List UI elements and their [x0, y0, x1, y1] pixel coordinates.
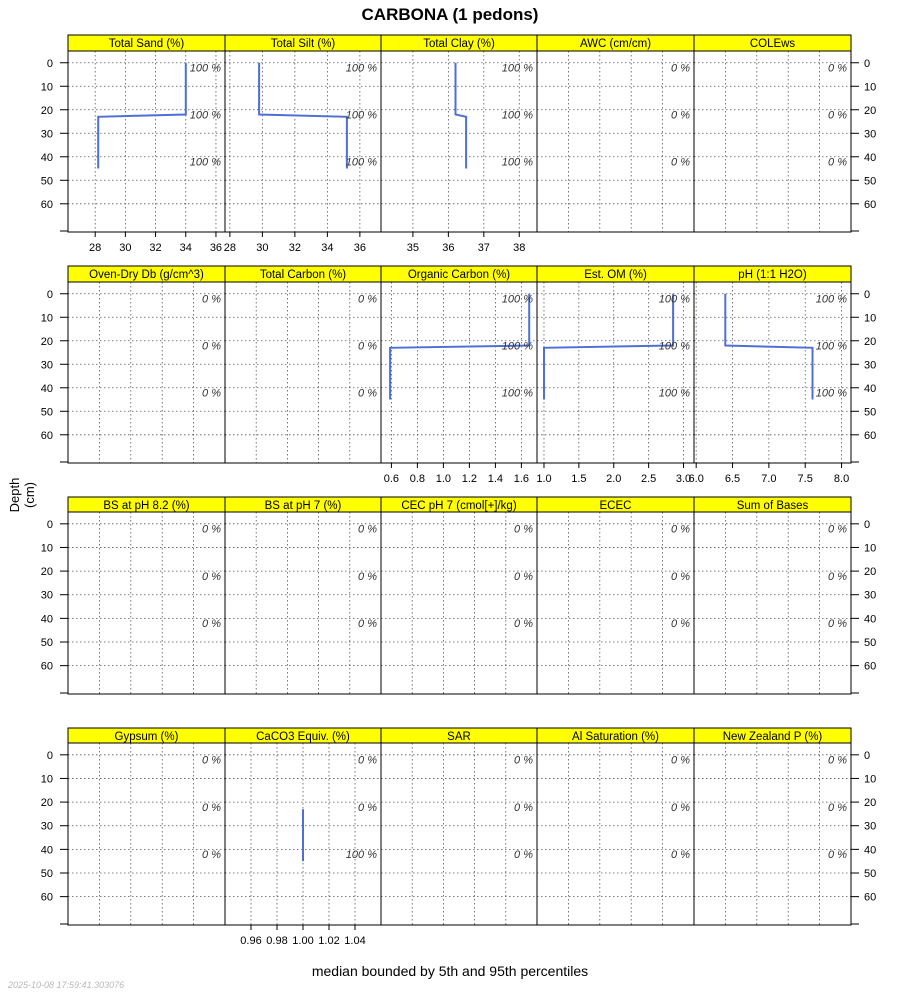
pct-label: 100 % — [345, 62, 377, 75]
pct-label: 0 % — [202, 754, 221, 767]
pct-label: 0 % — [514, 849, 533, 862]
x-tick-label: 35 — [406, 242, 420, 254]
pct-label: 0 % — [358, 387, 377, 400]
panel-border — [694, 51, 851, 232]
y-tick-label-right: 10 — [864, 81, 877, 94]
y-tick-label-right: 50 — [864, 637, 877, 649]
y-tick-label-right: 40 — [864, 844, 877, 857]
y-tick-label-right: 50 — [864, 868, 877, 880]
y-tick-label-left: 10 — [40, 773, 53, 786]
pct-label: 0 % — [671, 62, 690, 75]
panel-title: Total Clay (%) — [423, 38, 495, 50]
y-tick-label-right: 40 — [864, 382, 877, 395]
panel-border — [381, 282, 537, 463]
y-tick-label-left: 40 — [40, 844, 53, 857]
x-tick-label: 1.04 — [344, 935, 366, 947]
pct-label: 0 % — [671, 801, 690, 814]
x-tick-label: 1.6 — [513, 473, 530, 485]
pct-label: 100 % — [815, 340, 847, 353]
pct-label: 0 % — [828, 754, 847, 767]
pct-label: 0 % — [358, 340, 377, 353]
y-tick-label-right: 60 — [864, 660, 877, 673]
panel-border — [225, 282, 381, 463]
y-tick-label-right: 10 — [864, 312, 877, 325]
pct-label: 0 % — [828, 801, 847, 814]
y-tick-label-right: 0 — [864, 288, 871, 301]
pct-label: 100 % — [189, 62, 221, 75]
panel-title: pH (1:1 H2O) — [738, 269, 807, 281]
x-tick-label: 1.2 — [461, 473, 478, 485]
panel-border — [68, 512, 225, 694]
pct-label: 0 % — [671, 754, 690, 767]
panel-title: CEC pH 7 (cmol[+]/kg) — [401, 500, 517, 512]
chart-title: CARBONA (1 pedons) — [361, 5, 539, 24]
panel-title: New Zealand P (%) — [722, 731, 823, 743]
panel-title: Total Silt (%) — [270, 38, 336, 50]
x-tick-label: 38 — [513, 242, 526, 254]
pct-label: 0 % — [828, 849, 847, 862]
pct-label: 100 % — [658, 340, 690, 353]
median-line — [98, 63, 186, 169]
x-tick-label: 36 — [353, 242, 366, 254]
pct-label: 100 % — [345, 109, 377, 122]
panel-border — [68, 51, 225, 232]
x-tick-label: 0.8 — [409, 473, 426, 485]
panel-title: Gypsum (%) — [114, 731, 179, 743]
panel-title: Sum of Bases — [736, 500, 809, 512]
x-tick-label: 3.0 — [675, 473, 692, 485]
x-tick-label: 0.96 — [240, 935, 262, 947]
pct-label: 100 % — [815, 293, 847, 306]
pct-label: 0 % — [202, 340, 221, 353]
pct-label: 100 % — [501, 340, 533, 353]
pct-label: 0 % — [828, 570, 847, 583]
panel-border — [537, 282, 694, 463]
x-tick-label: 0.6 — [383, 473, 400, 485]
y-tick-label-right: 0 — [864, 749, 871, 762]
median-line — [544, 294, 673, 400]
pct-label: 0 % — [514, 754, 533, 767]
y-tick-label-right: 40 — [864, 151, 877, 164]
x-tick-label: 37 — [477, 242, 490, 254]
x-tick-label: 1.02 — [318, 935, 340, 947]
pct-label: 0 % — [202, 570, 221, 583]
x-tick-label: 34 — [179, 242, 192, 254]
median-line — [725, 294, 812, 400]
x-tick-label: 7.0 — [761, 473, 777, 485]
y-tick-label-right: 20 — [864, 797, 877, 810]
pct-label: 100 % — [189, 109, 221, 122]
y-tick-label-right: 30 — [864, 359, 877, 372]
y-tick-label-right: 20 — [864, 104, 877, 117]
y-tick-label-left: 50 — [40, 637, 53, 649]
y-tick-label-left: 20 — [40, 797, 53, 810]
panel-border — [225, 51, 381, 232]
x-tick-label: 28 — [223, 242, 236, 254]
x-tick-label: 1.4 — [487, 473, 504, 485]
pct-label: 0 % — [514, 618, 533, 631]
pct-label: 0 % — [514, 523, 533, 536]
y-axis-label: Depth (cm) — [7, 477, 37, 513]
y-tick-label-right: 30 — [864, 128, 877, 141]
panel-title: SAR — [447, 731, 471, 743]
panel-border — [694, 282, 851, 463]
panel-title: BS at pH 8.2 (%) — [103, 500, 190, 512]
panel-title: Est. OM (%) — [584, 269, 647, 281]
pct-label: 0 % — [202, 801, 221, 814]
panel-title: Total Sand (%) — [108, 38, 185, 50]
y-tick-label-left: 30 — [40, 589, 53, 602]
y-tick-label-left: 50 — [40, 868, 53, 880]
pct-label: 100 % — [501, 109, 533, 122]
y-tick-label-left: 50 — [40, 406, 53, 419]
y-tick-label-left: 20 — [40, 335, 53, 348]
panel-border — [537, 51, 694, 232]
pct-label: 0 % — [671, 570, 690, 583]
y-tick-label-right: 0 — [864, 518, 871, 531]
pct-label: 0 % — [828, 156, 847, 169]
pct-label: 100 % — [501, 293, 533, 306]
pct-label: 0 % — [671, 156, 690, 169]
x-tick-label: 36 — [442, 242, 455, 254]
pct-label: 0 % — [514, 570, 533, 583]
panel-title: CaCO3 Equiv. (%) — [256, 731, 350, 743]
y-tick-label-left: 0 — [46, 749, 53, 762]
x-tick-label: 8.0 — [833, 473, 850, 485]
y-tick-label-right: 30 — [864, 589, 877, 602]
y-tick-label-right: 20 — [864, 566, 877, 579]
x-tick-label: 28 — [89, 242, 102, 254]
panel-border — [68, 743, 225, 925]
panel-title: Total Carbon (%) — [259, 269, 347, 281]
x-tick-label: 32 — [288, 242, 301, 254]
x-tick-label: 6.5 — [724, 473, 741, 485]
pct-label: 0 % — [828, 618, 847, 631]
pct-label: 100 % — [815, 387, 847, 400]
panel-title: COLEws — [749, 38, 796, 50]
panel-border — [381, 512, 537, 694]
panel-title: Al Saturation (%) — [572, 731, 659, 743]
pct-label: 100 % — [189, 156, 221, 169]
pct-label: 0 % — [828, 523, 847, 536]
panel-title: ECEC — [599, 500, 632, 512]
y-tick-label-right: 10 — [864, 773, 877, 786]
pct-label: 0 % — [828, 62, 847, 75]
y-tick-label-right: 60 — [864, 429, 877, 442]
pct-label: 0 % — [358, 293, 377, 306]
x-tick-label: 32 — [149, 242, 162, 254]
y-tick-label-right: 50 — [864, 175, 877, 188]
panel-title: Organic Carbon (%) — [407, 269, 511, 281]
x-tick-label: 7.5 — [797, 473, 813, 485]
pct-label: 100 % — [501, 387, 533, 400]
x-tick-label: 1.00 — [292, 935, 314, 947]
panel-title: AWC (cm/cm) — [579, 38, 652, 50]
pct-label: 0 % — [202, 293, 221, 306]
median-line — [456, 63, 467, 169]
y-tick-label-left: 30 — [40, 820, 53, 833]
panel-border — [381, 743, 537, 925]
y-tick-label-right: 60 — [864, 198, 877, 211]
y-tick-label-left: 20 — [40, 566, 53, 579]
x-tick-label: 6.0 — [688, 473, 704, 485]
pct-label: 0 % — [202, 618, 221, 631]
y-tick-label-left: 0 — [46, 518, 53, 531]
y-tick-label-left: 30 — [40, 128, 53, 141]
y-tick-label-left: 20 — [40, 104, 53, 117]
y-tick-label-right: 60 — [864, 891, 877, 904]
x-tick-label: 36 — [209, 242, 223, 254]
y-tick-label-left: 10 — [40, 81, 53, 94]
x-tick-label: 1.5 — [571, 473, 587, 485]
panel-border — [694, 743, 851, 925]
y-tick-label-left: 10 — [40, 312, 53, 325]
y-tick-label-left: 60 — [40, 198, 53, 211]
y-tick-label-left: 60 — [40, 429, 53, 442]
panel-border — [225, 512, 381, 694]
x-tick-label: 30 — [256, 242, 269, 254]
y-tick-label-left: 60 — [40, 660, 53, 673]
panel-title: Oven-Dry Db (g/cm^3) — [89, 269, 204, 281]
y-tick-label-left: 0 — [46, 288, 53, 301]
pct-label: 100 % — [501, 62, 533, 75]
pct-label: 100 % — [501, 156, 533, 169]
pct-label: 100 % — [658, 387, 690, 400]
pct-label: 0 % — [202, 523, 221, 536]
pct-label: 100 % — [658, 293, 690, 306]
pct-label: 100 % — [345, 849, 377, 862]
y-tick-label-left: 40 — [40, 613, 53, 626]
x-tick-label: 1.0 — [435, 473, 452, 485]
x-tick-label: 34 — [321, 242, 334, 254]
y-tick-label-right: 10 — [864, 542, 877, 555]
pct-label: 0 % — [828, 109, 847, 122]
y-tick-label-right: 0 — [864, 57, 871, 70]
y-tick-label-right: 40 — [864, 613, 877, 626]
pct-label: 0 % — [358, 754, 377, 767]
pct-label: 0 % — [358, 618, 377, 631]
y-tick-label-left: 40 — [40, 382, 53, 395]
panel-border — [381, 51, 537, 232]
y-tick-label-right: 30 — [864, 820, 877, 833]
x-tick-label: 1.0 — [536, 473, 552, 485]
pct-label: 0 % — [358, 801, 377, 814]
panel-border — [537, 512, 694, 694]
pct-label: 0 % — [671, 109, 690, 122]
pct-label: 0 % — [358, 570, 377, 583]
panel-border — [537, 743, 694, 925]
x-tick-label: 30 — [119, 242, 132, 254]
x-axis-label: median bounded by 5th and 95th percentiles — [311, 963, 589, 979]
median-line — [259, 63, 347, 169]
y-tick-label-left: 60 — [40, 891, 53, 904]
y-tick-label-right: 50 — [864, 406, 877, 419]
panel-title: BS at pH 7 (%) — [264, 500, 342, 512]
y-tick-label-left: 50 — [40, 175, 53, 188]
pct-label: 100 % — [345, 156, 377, 169]
pct-label: 0 % — [671, 618, 690, 631]
pct-label: 0 % — [671, 849, 690, 862]
x-tick-label: 2.0 — [606, 473, 622, 485]
pct-label: 0 % — [514, 801, 533, 814]
y-tick-label-left: 0 — [46, 57, 53, 70]
pct-label: 0 % — [202, 849, 221, 862]
x-tick-label: 2.5 — [640, 473, 657, 485]
x-tick-label: 0.98 — [266, 935, 288, 947]
y-tick-label-right: 20 — [864, 335, 877, 348]
panel-border — [694, 512, 851, 694]
y-tick-label-left: 40 — [40, 151, 53, 164]
y-tick-label-left: 10 — [40, 542, 53, 555]
pct-label: 0 % — [358, 523, 377, 536]
panel-border — [68, 282, 225, 463]
timestamp: 2025-10-08 17:59:41.303076 — [8, 980, 125, 990]
y-tick-label-left: 30 — [40, 359, 53, 372]
pct-label: 0 % — [202, 387, 221, 400]
pct-label: 0 % — [671, 523, 690, 536]
